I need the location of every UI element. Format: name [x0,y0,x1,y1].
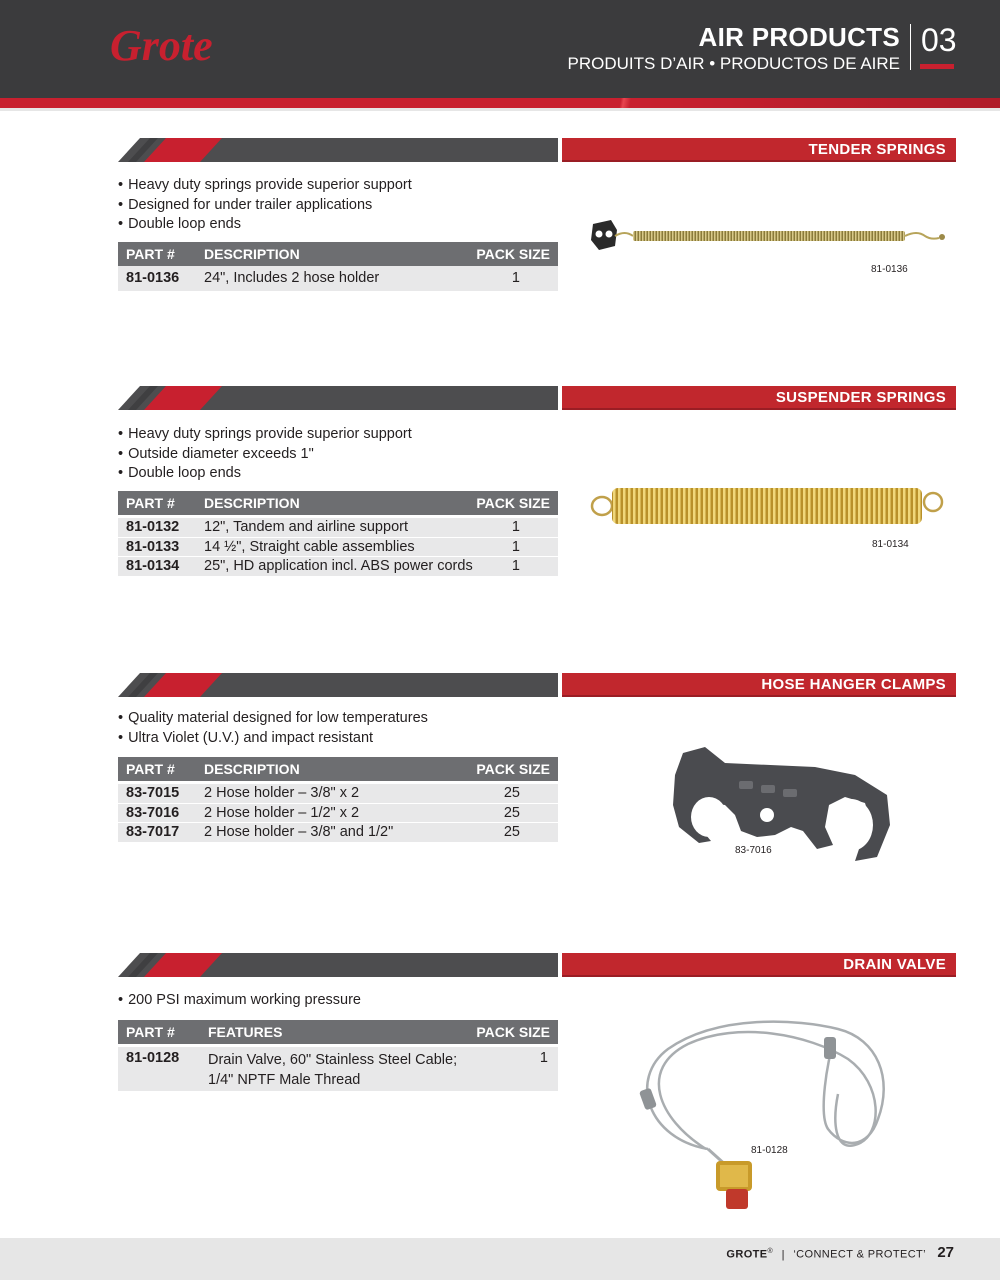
feature-item: • 200 PSI maximum working pressure [118,991,558,1011]
section-drain-valve [0,953,1000,1223]
image-caption: 83-7016 [735,845,772,856]
header-gray-stripe [0,108,1000,111]
footer-separator: | [781,1248,785,1261]
part-number: 81-0136 [126,270,180,286]
section-title: HOSE HANGER CLAMPS [761,676,946,693]
parts-table [118,757,558,843]
feature-item: • Designed for under trailer applications [118,196,558,216]
pack-size: 1 [511,519,520,535]
section-suspender-springs [0,386,1000,636]
feature-item: • Ultra Violet (U.V.) and impact resistant [118,729,558,749]
part-number: 81-0132 [126,519,180,535]
section-number-underline [920,64,954,69]
table-row [118,804,558,824]
footer-tagline: ‘CONNECT & PROTECT’ [793,1248,926,1261]
part-description: 2 Hose holder – 1/2" x 2 [204,804,360,821]
image-caption: 81-0134 [872,539,909,550]
col-description: DESCRIPTION [204,761,300,777]
part-description: 12", Tandem and airline support [204,519,408,535]
table-header [118,491,558,515]
part-features: Drain Valve, 60" Stainless Steel Cable; 1/4" NPTF Male Thread [208,1052,458,1088]
part-description: 2 Hose holder – 3/8" and 1/2" [204,824,394,840]
part-number: 81-0128 [126,1050,180,1066]
registered-mark: ® [767,1248,774,1255]
col-pack-size: PACK SIZE [476,495,550,511]
parts-table [118,491,558,577]
table-row [118,557,558,577]
table-row [118,538,558,558]
section-number: 03 [921,22,957,58]
page-subtitle: PRODUITS D’AIR • PRODUCTOS DE AIRE [567,54,900,73]
table-header [118,1020,558,1044]
tender-spring-image [585,216,955,266]
pack-size: 1 [511,558,520,574]
col-description: DESCRIPTION [204,246,300,262]
feature-item: • Outside diameter exceeds 1" [118,445,558,465]
pack-size: 25 [503,804,520,821]
grote-logo [108,12,228,82]
table-header [118,242,558,266]
page-footer [0,1238,1000,1280]
page-title-block [568,22,900,75]
table-header [118,757,558,781]
part-number: 83-7017 [126,824,180,840]
section-title-bar [562,138,956,162]
header-red-stripe [0,98,1000,108]
table-row [118,266,558,292]
grote-logo-text: Grote [110,21,213,70]
feature-item: • Double loop ends [118,464,558,484]
table-row [118,823,558,843]
feature-list [118,991,558,1011]
feature-list [118,425,558,484]
page-number: 27 [937,1244,954,1261]
feature-item: • Double loop ends [118,215,558,235]
part-number: 83-7016 [126,804,180,821]
section-bar [118,386,558,410]
part-description: 25", HD application incl. ABS power cords [204,558,473,574]
page-header [0,0,1000,98]
section-title-bar [562,953,956,977]
part-number: 81-0133 [126,538,180,555]
image-caption: 81-0136 [871,264,908,275]
footer-brand: GROTE [726,1248,768,1261]
pack-size: 25 [503,785,520,801]
pack-size: 1 [511,538,520,555]
drain-valve-image [628,999,898,1219]
pack-size: 1 [539,1050,548,1066]
header-divider [910,24,911,70]
parts-table [118,1020,558,1092]
pack-size: 25 [503,824,520,840]
feature-list [118,709,558,748]
pack-size: 1 [511,270,520,286]
footer-text [726,1248,926,1261]
image-caption: 81-0128 [751,1145,788,1156]
feature-item: • Heavy duty springs provide superior support [118,176,558,196]
parts-table [118,242,558,292]
col-part: PART # [126,495,175,511]
section-title-bar [562,386,956,410]
part-number: 81-0134 [126,558,180,574]
col-features: FEATURES [208,1024,283,1040]
section-title-bar [562,673,956,697]
part-number: 83-7015 [126,785,180,801]
col-pack-size: PACK SIZE [476,246,550,262]
col-pack-size: PACK SIZE [476,1024,550,1040]
suspender-spring-image [588,482,950,532]
section-title: DRAIN VALVE [843,956,946,973]
col-part: PART # [126,761,175,777]
page-title: AIR PRODUCTS [698,22,900,52]
section-tender-springs [0,138,1000,358]
table-row [118,518,558,538]
feature-item: • Quality material designed for low temperatures [118,709,558,729]
section-title: TENDER SPRINGS [808,141,946,158]
feature-list [118,176,558,235]
part-description: 14 ½", Straight cable assemblies [204,538,415,555]
part-description: 24", Includes 2 hose holder [204,270,380,286]
hose-clamp-image [665,745,895,865]
section-bar [118,138,558,162]
col-description: DESCRIPTION [204,495,300,511]
section-bar [118,673,558,697]
feature-item: • Heavy duty springs provide superior support [118,425,558,445]
col-pack-size: PACK SIZE [476,761,550,777]
section-title: SUSPENDER SPRINGS [775,389,946,406]
section-hose-hanger-clamps [0,673,1000,923]
table-row [118,1047,558,1092]
part-description: 2 Hose holder – 3/8" x 2 [204,785,360,801]
col-part: PART # [126,1024,175,1040]
table-row [118,784,558,804]
col-part: PART # [126,246,175,262]
section-bar [118,953,558,977]
